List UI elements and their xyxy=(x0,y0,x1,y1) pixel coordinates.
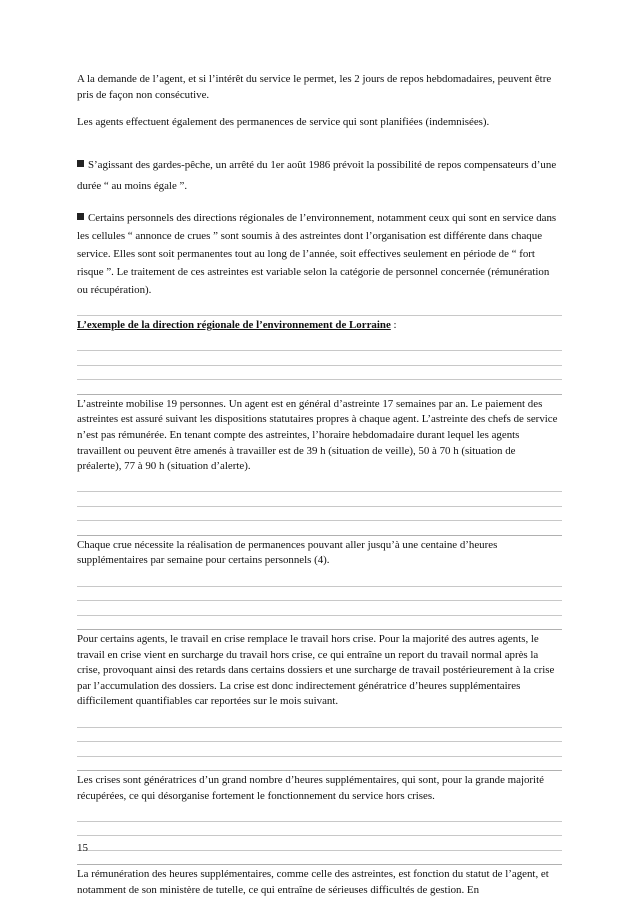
paragraph-travail-crise: Pour certains agents, le travail en crise remplace le travail hors crise. Pour la majorité des autres agents, le travail en crise vient en surcharge du travail hors crise, ce qui entraîne un report du travail normal après la crise, provoquant ainsi des retards dans certains dossiers et une surcharge de travail postérieurement à la crise par l’accumulation des dossiers. La crise est donc indirectement génératrice d’heures supplémentaires difficilement quantifiables car reportées sur le mois suivant. xyxy=(77,633,555,708)
rule-line xyxy=(77,492,562,507)
rule-line xyxy=(77,713,562,728)
ruled-lines xyxy=(77,478,562,536)
rule-line xyxy=(77,507,562,522)
rule-line xyxy=(77,337,562,352)
rule-line xyxy=(77,572,562,587)
ruled-lines xyxy=(77,572,562,630)
paragraph-remuneration: La rémunération des heures supplémentaires, comme celle des astreintes, est fonction du statut de l’agent, et notamment de son ministère de tutelle, ce qui entraîne de sérieuses difficultés de gestion. En xyxy=(77,868,549,896)
rule-line xyxy=(77,521,562,536)
rule-line xyxy=(77,851,562,866)
rule-line xyxy=(77,478,562,493)
rule-line xyxy=(77,380,562,395)
ruled-lines xyxy=(77,337,562,395)
rule-line xyxy=(77,822,562,837)
page-number: 15 xyxy=(77,842,88,854)
rule-line xyxy=(77,757,562,772)
rule-line xyxy=(77,742,562,757)
rule-line xyxy=(77,351,562,366)
paragraph-lorraine-astreinte: L’astreinte mobilise 19 personnes. Un agent est en général d’astreinte 17 semaines par an. Le paiement des astreintes est assuré suivant les dispositions statutaires propres à chaque agent. L’astreinte des chefs de service n’est pas rémunérée. En tenant compte des astreintes, l’horaire hebdomadaire durant lequel les agents travaillent ou peuvent être amenés à travailler est de 39 h (situation de veille), 50 à 70 h (situation de préalerte), 77 à 90 h (situation d’alerte). xyxy=(77,397,558,473)
rule-line xyxy=(77,728,562,743)
rule-line xyxy=(77,807,562,822)
section-heading: L’exemple de la direction régionale de l’environnement de Lorraine : xyxy=(77,319,397,332)
rule-line xyxy=(77,302,562,317)
paragraph-crue-permanences: Chaque crue nécessite la réalisation de permanences pouvant aller jusqu’à une centaine d’heures supplémentaires par semaine pour certains personnels (4). xyxy=(77,538,498,567)
rule-line xyxy=(77,587,562,602)
paragraph-permanences: Les agents effectuent également des permanences de service qui sont planifiées (indemnisées). xyxy=(77,116,490,129)
ruled-lines xyxy=(77,713,562,771)
rule-line xyxy=(77,836,562,851)
paragraph-crises-heures: Les crises sont génératrices d’un grand nombre d’heures supplémentaires, qui sont, pour la grande majorité récupérées, ce qui désorganise fortement le fonctionnement du service hors crises. xyxy=(77,774,544,802)
paragraph-gardes-peche: S’agissant des gardes-pêche, un arrêté du 1er août 1986 prévoit la possibilité de repos compensateurs d’une durée “ au moins égale ”. xyxy=(77,158,557,192)
rule-line xyxy=(77,601,562,616)
page-body xyxy=(77,72,562,898)
square-bullet-icon xyxy=(77,160,84,167)
rule-line xyxy=(77,366,562,381)
paragraph-astreintes: Certains personnels des directions régionales de l’environnement, notamment ceux qui sont en service dans les cellules “ annonce de crues ” sont soumis à des astreintes dont l’organisation est différente dans chaque service. Elles sont soit permanentes tout au long de l’année, soit effectives seulement en période de “ fort risque ”. Le traitement de ces astreintes est variable selon la catégorie de personnel concernée (rémunération ou récupération). xyxy=(77,211,557,296)
square-bullet-icon xyxy=(77,213,84,220)
rule-line xyxy=(77,616,562,631)
paragraph-rest-days: A la demande de l’agent, et si l’intérêt du service le permet, les 2 jours de repos hebdomadaires, peuvent être pris de façon non consécutive. xyxy=(77,73,552,101)
ruled-lines xyxy=(77,302,562,317)
ruled-lines xyxy=(77,807,562,865)
